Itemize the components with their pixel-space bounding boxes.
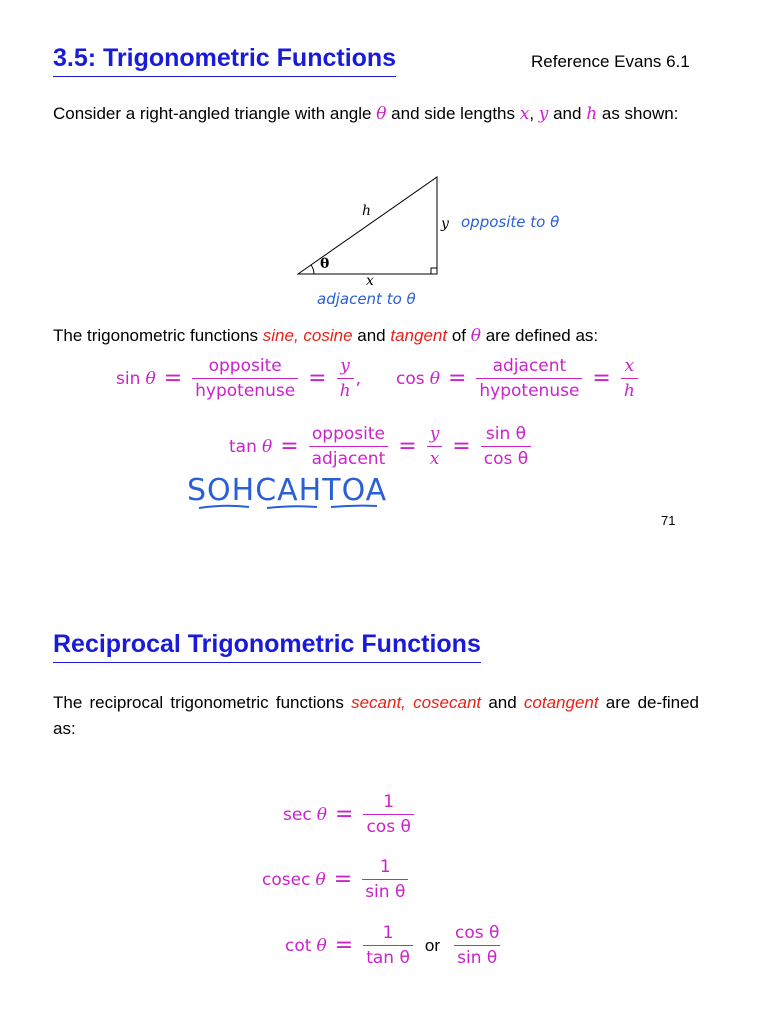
reference-note: Reference Evans 6.1 — [531, 52, 690, 71]
handwritten-opposite-note: opposite to θ — [461, 213, 560, 231]
handwritten-mnemonic: SOHCAHTOA — [187, 473, 388, 508]
label-theta: θ — [320, 256, 330, 272]
slide2-title: Reciprocal Trigonometric Functions — [53, 630, 481, 663]
definition-sentence: The trigonometric functions sine, cosine and tangent of θ are defined as: — [53, 326, 599, 346]
handwritten-adjacent-note: adjacent to θ — [317, 290, 416, 308]
label-x: x — [366, 273, 374, 289]
sec-formula: sec θ = $\frac{1}{\text{cos θ}}$ — [283, 792, 416, 837]
cot-formula: cot θ = $\frac{1}{\text{tan θ}}$ or $\frac{\text{cos θ}}{\text{sin θ}}$ — [285, 923, 500, 968]
mnemonic-underlines — [195, 500, 385, 514]
page-number: 71 — [661, 513, 676, 528]
theta-symbol: θ — [376, 104, 387, 124]
slide1-title: 3.5: Trigonometric Functions — [53, 44, 396, 77]
tan-formula: tan θ = $\frac{\text{opposite}}{\text{adjacent}}$ = $\frac{y}{x}$ = $\frac{\text{sin θ}}{\text{cos θ}}$ — [229, 424, 533, 469]
right-triangle-diagram — [290, 170, 470, 310]
intro-paragraph: Consider a right-angled triangle with angle θ and side lengths x, y and h as shown: — [53, 104, 679, 124]
cosec-formula: cosec θ = $\frac{1}{\text{sin θ}}$ — [262, 857, 410, 902]
label-h: h — [362, 203, 372, 219]
label-y: y — [441, 216, 449, 232]
cos-formula: cos θ = $\frac{\text{adjacent}}{\text{hypotenuse}}$ = $\frac{x}{h}$ — [396, 356, 640, 401]
sin-formula: sin θ = $\frac{\text{opposite}}{\text{hypotenuse}}$ = $\frac{y}{h}$ , — [116, 356, 361, 401]
reciprocal-sentence: The reciprocal trigonometric functions secant, cosecant and cotangent are de-fined as: — [53, 693, 700, 738]
